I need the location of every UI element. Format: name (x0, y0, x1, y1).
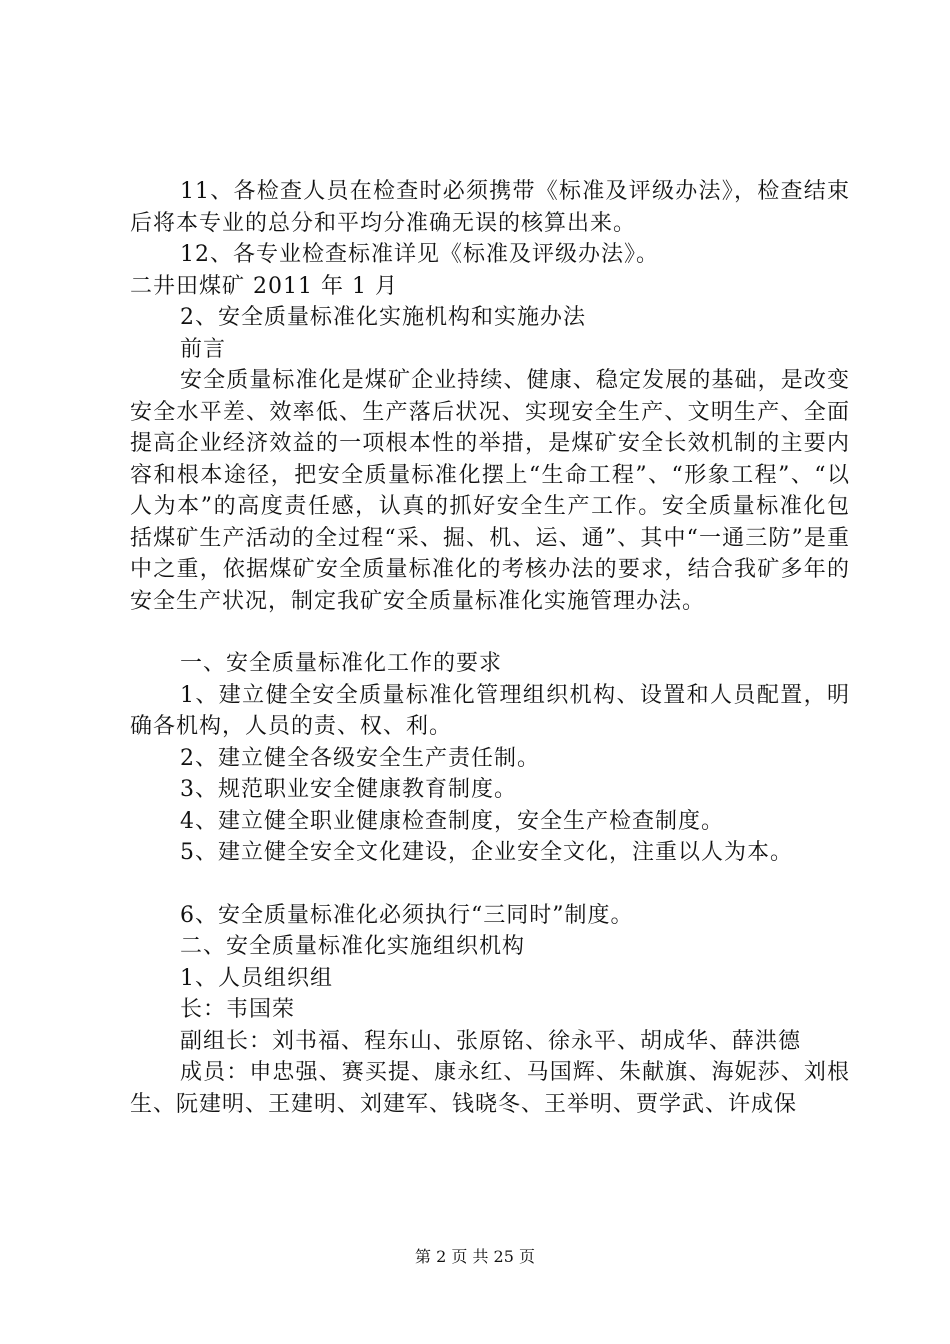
page-footer: 第 2 页 共 25 页 (415, 1247, 535, 1266)
paragraph-item-11: 11、各检查人员在检查时必须携带《标准及评级办法》，检查结束后将本专业的总分和平均分准确无误的核算出来。 (130, 179, 850, 236)
requirements-heading: 一、安全质量标准化工作的要求 (180, 651, 503, 676)
preface-heading: 前言 (180, 336, 227, 362)
section-title: 2、安全质量标准化实施机构和实施办法 (180, 305, 586, 330)
requirement-item-2: 2、建立健全各级安全生产责任制。 (180, 745, 540, 771)
preface-text: 安全质量标准化是煤矿企业持续、健康、稳定发展的基础，是改变安全水平差、效率低、生产落后状况、实现安全生产、文明生产、全面提高企业经济效益的一项根本性的举措，是煤矿安全长效机制的主要内容和根本途径，把安全质量标准化摆上“生命工程”、“形象工程”、“以人为本”的高度责任感，认真的抓好安全生产工作。安全质量标准化包括煤矿生产活动的全过程“采、掘、机、运、通”、其中“一通三防”是重中之重，依据煤矿安全质量标准化的考核办法的要求，结合我矿多年的安全生产状况，制定我矿安全质量标准化实施管理办法。 (130, 368, 850, 614)
requirement-item-6: 6、安全质量标准化必须执行“三同时”制度。 (180, 902, 634, 928)
paragraph-item-12: 12、各专业检查标准详见《标准及评级办法》。 (180, 242, 659, 267)
spacer (130, 869, 850, 900)
document-body (130, 176, 850, 1120)
requirement-item-3: 3、规范职业安全健康教育制度。 (180, 777, 517, 802)
organization-item-1: 1、人员组织组 (180, 965, 333, 991)
requirement-item-1: 1、建立健全安全质量标准化管理组织机构、设置和人员配置，明确各机构，人员的责、权、利。 (130, 682, 850, 739)
deputy-leaders: 副组长：刘书福、程东山、张原铭、徐永平、胡成华、薛洪德 (180, 1028, 802, 1054)
requirement-item-5: 5、建立健全安全文化建设，企业安全文化，注重以人为本。 (180, 840, 793, 865)
organization-heading: 二、安全质量标准化实施组织机构 (180, 934, 526, 959)
requirement-item-4: 4、建立健全职业健康检查制度，安全生产检查制度。 (180, 808, 724, 834)
spacer (130, 617, 850, 648)
group-leader: 长：韦国荣 (180, 997, 296, 1022)
signature-date: 二井田煤矿 2011 年 1 月 (130, 273, 398, 299)
members: 成员：申忠强、赛买提、康永红、马国辉、朱献旗、海妮莎、刘根生、阮建明、王建明、刘建军、钱晓冬、王举明、贾学武、许成保 (130, 1060, 850, 1117)
